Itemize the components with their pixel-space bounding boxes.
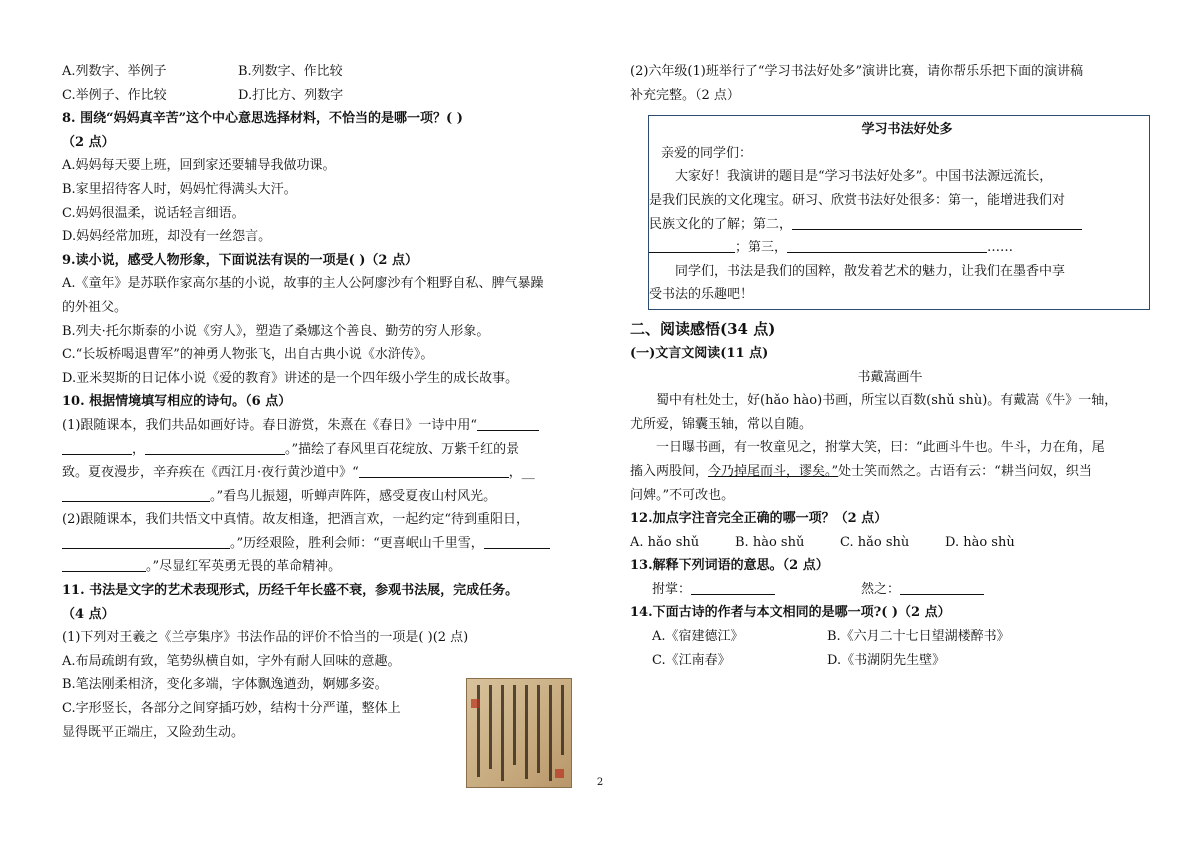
q10-blank-1[interactable]	[477, 414, 539, 431]
q10-line7	[62, 555, 580, 579]
q14-option-a: A.《宿建德江》	[652, 629, 744, 645]
speech-blank-1-cont[interactable]	[649, 236, 735, 253]
section-2-title: 二、阅读感悟(34 点)	[630, 319, 776, 338]
q13-stem: 13.解释下列词语的意思。（2 点）	[630, 558, 829, 574]
q11-option-b: B.笔法刚柔相济，变化多端，字体飘逸遒劲，婀娜多姿。	[62, 677, 388, 693]
q8-stem: 8. 围绕“妈妈真辛苦”这个中心意思选择材料，不恰当的是哪一项？( )	[62, 111, 463, 127]
q10-blank-5[interactable]	[62, 532, 230, 549]
left-column	[62, 60, 580, 744]
speech-greeting: 亲爱的同学们：	[661, 145, 753, 161]
q10-text: 。”历经艰险，胜利会师：“更喜岷山千里雪，	[230, 535, 484, 551]
speech-p1b: 是我们民族的文化瑰宝。研习、欣赏书法好处很多：第一，能增进我们对	[649, 192, 1066, 208]
q14-options-row1	[630, 625, 1150, 649]
q8-option-a: A.妈妈每天要上班，回到家还要辅导我做功课。	[62, 158, 336, 174]
q9-option-b: B.列夫·托尔斯泰的小说《穷人》，塑造了桑娜这个善良、勤劳的穷人形象。	[62, 323, 490, 339]
speech-blank-1[interactable]	[792, 213, 1082, 230]
q12-stem: 12.加点字注音完全正确的哪一项？（2 点）	[630, 511, 888, 527]
q11-option-c-cont: 显得既平正端庄，又险劲生动。	[62, 724, 245, 740]
passage-text: 搐入两股间，	[630, 463, 709, 479]
q12-options	[630, 531, 1150, 555]
q10-blank-1-cont[interactable]	[62, 438, 132, 455]
page-number: 2	[596, 777, 604, 788]
q7-option-d: D.打比方、列数字	[238, 87, 344, 103]
q10-blank-4[interactable]	[62, 485, 210, 502]
q10-blank-3[interactable]	[359, 461, 509, 478]
speech-text: ；第三，	[735, 240, 788, 256]
q10-sep: ，	[132, 441, 146, 457]
q13-term-a: 拊掌：	[652, 581, 692, 597]
passage-line2: 尤所爱，锦囊玉轴，常以自随。	[630, 416, 813, 432]
q9-option-c: C.“长坂桥喝退曹军”的神勇人物张飞，出自古典小说《水浒传》。	[62, 347, 434, 363]
q10-line1	[62, 414, 580, 438]
q10-stem: 10. 根据情境填写相应的诗句。（6 点）	[62, 394, 292, 410]
q11-stem: 11. 书法是文字的艺术表现形式，历经千年长盛不衰，参观书法展，完成任务。	[62, 583, 519, 599]
passage-line1: 蜀中有杜处士，好(hǎo hào)书画，所宝以百数(shǔ shù)。有戴嵩《牛》一轴，	[656, 393, 1118, 409]
speech-box	[648, 115, 1150, 310]
speech-blank-2[interactable]	[787, 236, 987, 253]
q11-option-a: A.布局疏朗有致，笔势纵横自如，字外有耐人回味的意趣。	[62, 653, 401, 669]
q10-text: (1)跟随课本，我们共品如画好诗。春日游赏，朱熹在《春日》一诗中用“	[62, 417, 478, 433]
q10-text: 。”尽显红军英勇无畏的革命精神。	[146, 559, 342, 575]
q12-option-c: C. hǎo shù	[840, 534, 910, 550]
q10-sep: ，__	[508, 465, 535, 481]
passage-line3: 一日曝书画，有一牧童见之，拊掌大笑，曰：“此画斗牛也。牛斗，力在角，尾	[656, 440, 1105, 456]
q11-sub1: (1)下列对王羲之《兰亭集序》书法作品的评价不恰当的一项是( )(2 点)	[62, 630, 469, 646]
q10-line3	[62, 461, 580, 485]
q9-option-a-cont: 的外祖父。	[62, 299, 128, 315]
q12-option-b: B. hào shǔ	[735, 534, 805, 550]
q14-stem: 14.下面古诗的作者与本文相同的是哪一项?( )（2 点）	[630, 605, 951, 621]
q8-option-d: D.妈妈经常加班，却没有一丝怨言。	[62, 229, 272, 245]
q7-option-c: C.举例子、作比较	[62, 87, 167, 103]
speech-p1c	[649, 213, 1139, 237]
q11-option-c: C.字形竖长，各部分之间穿插巧妙，结构十分严谨，整体上	[62, 701, 401, 717]
section-2-1-title: (一)文言文阅读(11 点)	[630, 345, 769, 361]
right-column	[630, 60, 1150, 672]
q10-text: 。”描绘了春风里百花绽放、万紫千红的景	[285, 441, 520, 457]
q13-blank-a[interactable]	[691, 578, 775, 595]
q11-sub2-cont: 补充完整。（2 点）	[630, 87, 740, 103]
q13-answers	[630, 578, 1150, 602]
passage-text: 处士笑而然之。古语有云：“耕当问奴，织当	[838, 463, 1092, 479]
q8-points: （2 点）	[62, 134, 115, 150]
q9-option-d: D.亚米契斯的日记体小说《爱的教育》讲述的是一个四年级小学生的成长故事。	[62, 370, 519, 386]
q7-option-b: B.列数字、作比较	[238, 64, 343, 79]
speech-title: 学习书法好处多	[861, 122, 953, 138]
speech-p1d	[649, 236, 1139, 260]
q9-stem: 9.读小说，感受人物形象，下面说法有误的一项是( )（2 点）	[62, 252, 418, 268]
passage-line5: 问婢。”不可改也。	[630, 487, 735, 503]
passage-underlined: 今乃掉尾而斗，谬矣。”	[708, 463, 839, 479]
speech-p2a: 同学们，书法是我们的国粹，散发着艺术的魅力，让我们在墨香中享	[675, 263, 1066, 279]
q10-line6	[62, 532, 580, 556]
q10-blank-2[interactable]	[145, 438, 285, 455]
speech-p2b: 受书法的乐趣吧！	[649, 287, 754, 303]
q14-option-c: C.《江南春》	[652, 652, 731, 668]
q10-line5: (2)跟随课本，我们共悟文中真情。故友相逢，把酒言欢，一起约定“待到重阳日，	[62, 512, 530, 528]
q7-options-row2	[62, 84, 580, 108]
q11-points: （4 点）	[62, 606, 115, 622]
q12-option-d: D. hào shù	[945, 534, 1015, 550]
q13-blank-b[interactable]	[900, 578, 984, 595]
q10-blank-6[interactable]	[484, 532, 550, 549]
q10-line2	[62, 438, 580, 462]
speech-ellipsis: ……	[987, 240, 1014, 256]
q10-line4	[62, 485, 580, 509]
q7-option-a: A.列数字、举例子	[62, 64, 167, 79]
q7-options-row1	[62, 60, 580, 84]
q10-blank-6-cont[interactable]	[62, 555, 146, 572]
q8-option-b: B.家里招待客人时，妈妈忙得满头大汗。	[62, 181, 297, 197]
q14-option-d: D.《书湖阴先生壁》	[827, 652, 946, 668]
speech-text: 民族文化的了解；第二，	[649, 216, 793, 232]
speech-p1a: 大家好！我演讲的题目是“学习书法好处多”。中国书法源远流长，	[675, 169, 1053, 185]
calligraphy-image	[466, 678, 572, 788]
q14-option-b: B.《六月二十七日望湖楼醉书》	[827, 629, 1010, 645]
q8-option-c: C.妈妈很温柔，说话轻言细语。	[62, 205, 245, 221]
q10-text: 致。夏夜漫步，辛弃疾在《西江月·夜行黄沙道中》“	[62, 465, 359, 481]
q10-text: 。”看鸟儿振翅，听蝉声阵阵，感受夏夜山村风光。	[210, 488, 497, 504]
passage-line4	[630, 460, 1150, 484]
q13-term-b: 然之：	[861, 581, 901, 597]
q11-sub2: (2)六年级(1)班举行了“学习书法好处多”演讲比赛，请你帮乐乐把下面的演讲稿	[630, 64, 1084, 79]
q14-options-row2	[630, 649, 1150, 673]
q12-option-a: A. hǎo shǔ	[630, 534, 700, 550]
q9-option-a: A.《童年》是苏联作家高尔基的小说，故事的主人公阿廖沙有个粗野自私、脾气暴躁	[62, 276, 544, 292]
passage-title: 书戴嵩画牛	[857, 369, 923, 385]
